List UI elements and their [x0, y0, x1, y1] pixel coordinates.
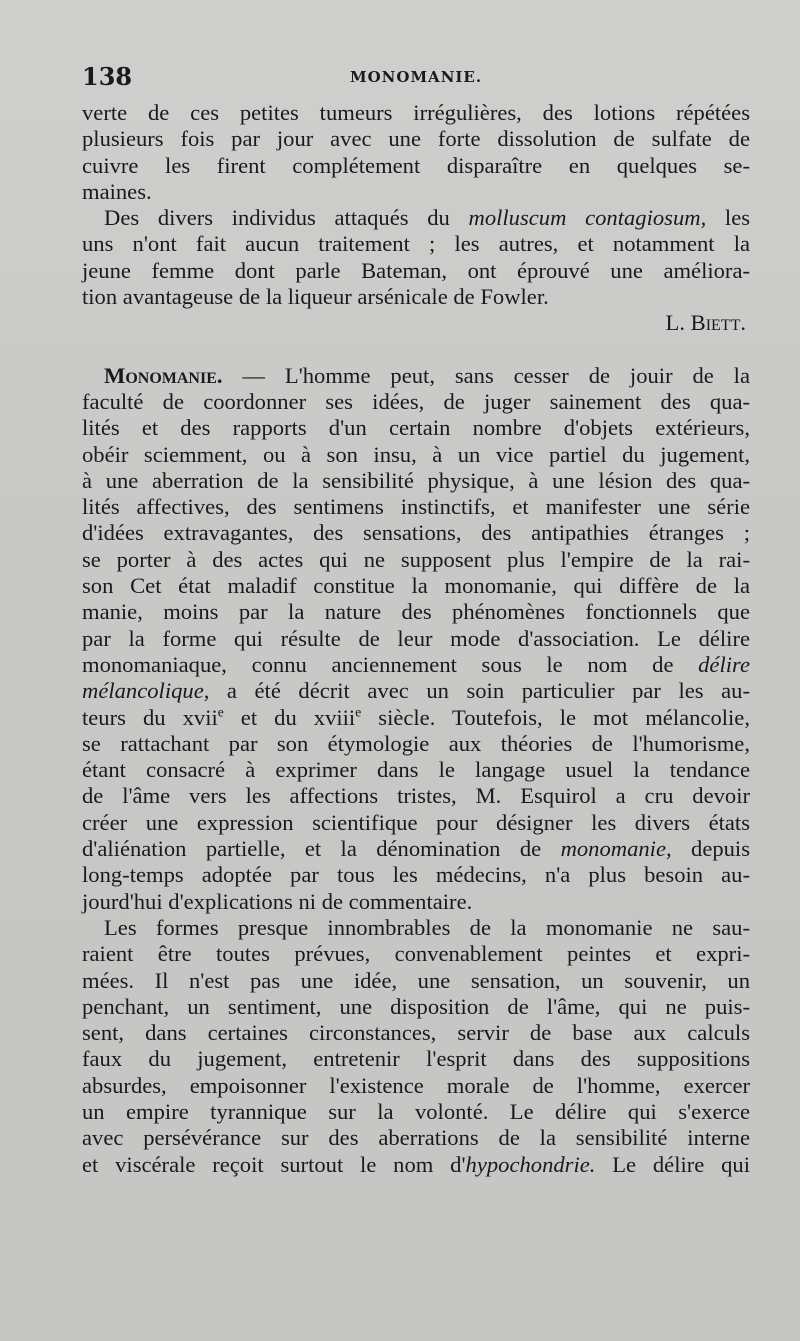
- text-line: obéir sciemment, ou à son insu, à un vice partiel du jugement,: [82, 441, 750, 467]
- section-gap: [82, 337, 750, 363]
- text-line: sent, dans certaines circonstances, servir de base aux calculs: [82, 1020, 750, 1046]
- italic-term: hypochondrie.: [465, 1151, 596, 1177]
- body-text: [82, 100, 750, 1178]
- text-line: [82, 836, 750, 862]
- page-number: 138: [82, 62, 133, 91]
- running-head: MONOMANIE.: [350, 68, 483, 86]
- text-line: penchant, un sentiment, une disposition de l'âme, qui ne puis-: [82, 993, 750, 1019]
- text-line: [82, 678, 750, 704]
- text-line: se rattachant par son étymologie aux théories de l'humorisme,: [82, 730, 750, 756]
- text-run: depuis: [671, 836, 751, 862]
- text-line: lités affectives, des sentimens instinctifs, et manifester une série: [82, 494, 750, 520]
- text-line: maines.: [82, 178, 152, 204]
- entry-headword: Monomanie.: [104, 362, 223, 388]
- text-run: les: [706, 205, 751, 231]
- text-line: mées. Il n'est pas une idée, une sensation, un souvenir, un: [82, 967, 750, 993]
- text-line: verte de ces petites tumeurs irrégulières, des lotions répétées: [82, 100, 750, 125]
- text-line: d'idées extravagantes, des sensations, des antipathies étranges ;: [82, 520, 750, 546]
- text-run: teurs du xvii: [82, 704, 218, 730]
- text-run: — L'homme peut, sans cesser de jouir de la: [222, 362, 750, 388]
- text-line: long-temps adoptée par tous les médecins, n'a plus besoin au-: [82, 862, 750, 888]
- text-line: [82, 205, 750, 231]
- italic-term: mélancolique,: [82, 678, 210, 704]
- text-line: son Cet état maladif constitue la monomanie, qui diffère de la: [82, 573, 750, 599]
- text-line: faculté de coordonner ses idées, de juger sainement des qua-: [82, 388, 750, 414]
- text-line: à une aberration de la sensibilité physique, à une lésion des qua-: [82, 467, 750, 493]
- text-run: siècle. Toutefois, le mot mélancolie,: [361, 704, 750, 730]
- page-header: [82, 60, 746, 100]
- text-run: monomaniaque, connu anciennement sous le nom de: [82, 651, 699, 677]
- text-line: un empire tyrannique sur la volonté. Le délire qui s'exerce: [82, 1098, 750, 1124]
- text-run: et viscérale reçoit surtout le nom d': [82, 1151, 466, 1177]
- text-line: tion avantageuse de la liqueur arsénicale de Fowler.: [82, 284, 549, 310]
- text-line: créer une expression scientifique pour désigner les divers états: [82, 809, 750, 835]
- italic-term: monomanie,: [560, 836, 672, 862]
- text-line: par la forme qui résulte de leur mode d'association. Le délire: [82, 625, 750, 651]
- text-line: [82, 1152, 750, 1178]
- text-line: jeune femme dont parle Bateman, ont éprouvé une améliora-: [82, 257, 750, 283]
- text-line: manie, moins par la nature des phénomènes fonctionnels que: [82, 599, 750, 625]
- superscript: e: [355, 704, 362, 719]
- text-line: raient être toutes prévues, convenablement peintes et expri-: [82, 941, 750, 967]
- text-line: faux du jugement, entretenir l'esprit dans des suppositions: [82, 1046, 750, 1072]
- text-line: [82, 705, 750, 731]
- text-line: lités et des rapports d'un certain nombre d'objets extérieurs,: [82, 415, 750, 441]
- text-run: Des divers individus attaqués du: [104, 205, 469, 231]
- signature-line: [82, 310, 750, 336]
- italic-term: molluscum contagiosum,: [468, 205, 707, 231]
- text-run: et du xviii: [223, 704, 356, 730]
- italic-term: délire: [698, 651, 750, 677]
- text-line: avec persévérance sur des aberrations de la sensibilité interne: [82, 1125, 750, 1151]
- text-run: d'aliénation partielle, et la dénomination de: [82, 836, 561, 862]
- text-line: uns n'ont fait aucun traitement ; les autres, et notamment la: [82, 231, 750, 257]
- superscript: e: [217, 704, 224, 719]
- text-line: cuivre les firent complétement disparaître en quelques se-: [82, 152, 750, 178]
- text-line: [82, 652, 750, 678]
- text-line: Les formes presque innombrables de la monomanie ne sau-: [104, 914, 750, 940]
- text-run: Le délire qui: [595, 1151, 751, 1177]
- text-line: plusieurs fois par jour avec une forte dissolution de sulfate de: [82, 126, 750, 152]
- text-line: [82, 363, 750, 389]
- text-line: se porter à des actes qui ne supposent plus l'empire de la rai-: [82, 546, 750, 572]
- author-signature: L. Biett.: [665, 310, 746, 336]
- text-line: jourd'hui d'explications ni de commentaire.: [82, 888, 473, 914]
- text-run: a été décrit avec un soin particulier par les au-: [209, 678, 750, 704]
- text-line: de l'âme vers les affections tristes, M. Esquirol a cru devoir: [82, 783, 750, 809]
- text-line: absurdes, empoisonner l'existence morale de l'homme, exercer: [82, 1072, 750, 1098]
- text-line: étant consacré à exprimer dans le langage usuel la tendance: [82, 757, 750, 783]
